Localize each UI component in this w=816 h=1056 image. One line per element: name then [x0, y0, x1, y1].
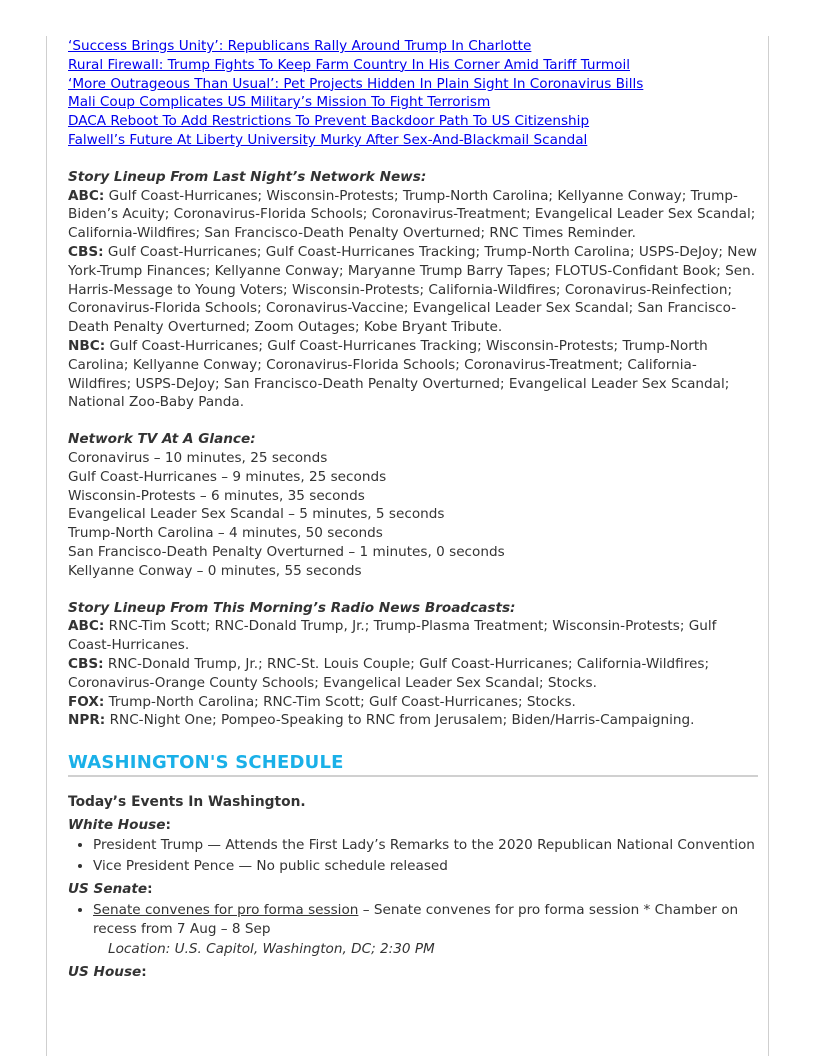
glance-item: Gulf Coast-Hurricanes – 9 minutes, 25 seconds [68, 468, 387, 485]
network-news-lineup [68, 187, 758, 413]
list-item: • Vice President Pence — No public schedule released [93, 857, 758, 876]
network-label: NPR: [68, 712, 106, 729]
senate-label: US Senate [68, 881, 148, 898]
house-label: US House [68, 964, 142, 981]
heading-colon: : [141, 964, 147, 981]
network-label: FOX: [68, 693, 105, 710]
headline-link[interactable]: ‘Success Brings Unity’: Republicans Rally Around Trump In Charlotte [68, 38, 532, 54]
list-item [93, 901, 758, 939]
network-label: CBS: [68, 655, 104, 672]
senate-events [68, 901, 758, 939]
network-label: ABC: [68, 187, 105, 204]
heading-colon: : [165, 816, 171, 833]
radio-entry-cbs [68, 655, 758, 693]
network-stories: Gulf Coast-Hurricanes; Gulf Coast-Hurricanes Tracking; Wisconsin-Protests; Trump-North Carolina; Kellyanne Conway; Coronavirus-Florida Schools; Coronavirus-Treatment; California-Wildfires; USPS-DeJoy; San Francisco-Death Penalty Overturned; Evangelical Leader Sex Scandal; National Zoo-Baby Panda. [68, 337, 730, 411]
washington-schedule-heading: WASHINGTON'S SCHEDULE [68, 754, 758, 777]
senate-heading [68, 880, 758, 899]
glance-item: Coronavirus – 10 minutes, 25 seconds [68, 449, 328, 466]
headline-links [68, 37, 758, 150]
white-house-events [68, 836, 758, 876]
senate-event-location: Location: U.S. Capitol, Washington, DC; 2:30 PM [108, 941, 435, 958]
radio-news-lineup [68, 617, 758, 730]
events-title: Today’s Events In Washington. [68, 793, 306, 810]
network-entry-cbs [68, 243, 758, 337]
newsletter-content [68, 37, 758, 982]
radio-news-heading: Story Lineup From This Morning’s Radio News Broadcasts: [68, 599, 516, 616]
list-item: • President Trump — Attends the First Lady’s Remarks to the 2020 Republican National Convention [93, 836, 758, 855]
network-stories: RNC-Donald Trump, Jr.; RNC-St. Louis Couple; Gulf Coast-Hurricanes; California-Wildfires; Coronavirus-Orange County Schools; Evangelical Leader Sex Scandal; Stocks. [68, 655, 710, 691]
glance-item: Kellyanne Conway – 0 minutes, 55 seconds [68, 562, 362, 579]
network-news-heading: Story Lineup From Last Night’s Network News: [68, 168, 427, 185]
glance-list [68, 449, 758, 581]
heading-colon: : [147, 881, 153, 898]
radio-entry-npr [68, 711, 758, 730]
network-stories: Gulf Coast-Hurricanes; Wisconsin-Protests; Trump-North Carolina; Kellyanne Conway; Trump-Biden’s Acuity; Coronavirus-Florida Schools; Coronavirus-Treatment; Evangelical Leader Sex Scandal; California-Wildfires; San Francisco-Death Penalty Overturned; RNC Times Reminder. [68, 187, 756, 242]
headline-link[interactable]: Mali Coup Complicates US Military’s Mission To Fight Terrorism [68, 94, 491, 111]
headline-link[interactable]: Falwell’s Future At Liberty University Murky After Sex-And-Blackmail Scandal [68, 131, 588, 148]
network-entry-abc [68, 187, 758, 243]
glance-item: San Francisco-Death Penalty Overturned – 1 minutes, 0 seconds [68, 543, 505, 560]
network-label: ABC: [68, 618, 105, 635]
network-stories: RNC-Night One; Pompeo-Speaking to RNC from Jerusalem; Biden/Harris-Campaigning. [109, 712, 695, 729]
white-house-heading [68, 816, 758, 835]
senate-event-detail: – Senate convenes for pro forma session * Chamber on recess from 7 Aug – 8 Sep [93, 901, 739, 937]
network-label: NBC: [68, 337, 106, 354]
network-entry-nbc [68, 337, 758, 412]
glance-item: Trump-North Carolina – 4 minutes, 50 seconds [68, 525, 383, 542]
network-stories: Trump-North Carolina; RNC-Tim Scott; Gulf Coast-Hurricanes; Stocks. [108, 693, 576, 710]
glance-item: Evangelical Leader Sex Scandal – 5 minutes, 5 seconds [68, 506, 445, 523]
white-house-label: White House [68, 816, 166, 833]
house-heading [68, 963, 758, 982]
network-stories: Gulf Coast-Hurricanes; Gulf Coast-Hurricanes Tracking; Trump-North Carolina; USPS-DeJoy; New York-Trump Finances; Kellyanne Conway; Maryanne Trump Barry Tapes; FLOTUS-Confidant Book; Sen. Harris-Message to Young Voters; Wisconsin-Protests; California-Wildfires; Coronavirus-Reinfection; Coronavirus-Florida Schools; Coronavirus-Vaccine; Evangelical Leader Sex Scandal; San Francisco-Death Penalty Overturned; Zoom Outages; Kobe Bryant Tribute. [68, 243, 757, 336]
headline-link[interactable]: DACA Reboot To Add Restrictions To Prevent Backdoor Path To US Citizenship [68, 113, 590, 130]
glance-item: Wisconsin-Protests – 6 minutes, 35 seconds [68, 487, 365, 504]
radio-entry-abc [68, 617, 758, 655]
glance-heading: Network TV At A Glance: [68, 431, 256, 448]
network-stories: RNC-Tim Scott; RNC-Donald Trump, Jr.; Trump-Plasma Treatment; Wisconsin-Protests; Gulf Coast-Hurricanes. [68, 618, 717, 654]
headline-link[interactable]: Rural Firewall: Trump Fights To Keep Farm Country In His Corner Amid Tariff Turmoil [68, 56, 631, 73]
network-label: CBS: [68, 243, 104, 260]
radio-entry-fox [68, 693, 758, 712]
headline-link[interactable]: ‘More Outrageous Than Usual’: Pet Projects Hidden In Plain Sight In Coronavirus Bills [68, 75, 644, 92]
senate-event-link[interactable]: Senate convenes for pro forma session [93, 901, 359, 918]
